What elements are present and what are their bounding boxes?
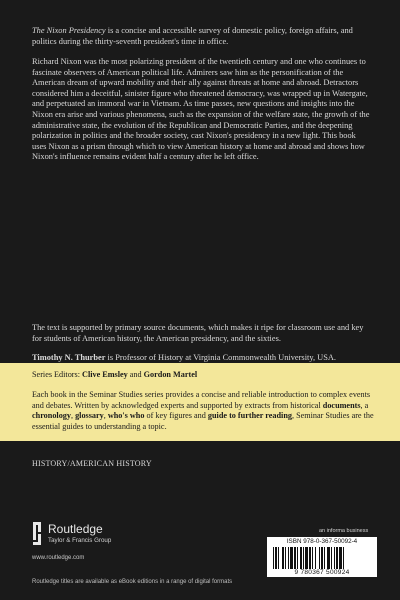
series-sep-2: , [70,411,76,421]
barcode-icon [273,547,371,569]
main-paragraph: Richard Nixon was the most polarizing president of the twentieth century and one who continues to fascinate observers of American political life. Admirers saw him as the personification of the American dream of upward mobility and their ally against threats at home and abroad. Detractors considered him a deceitful, sinister figure who threatened democracy, was wrapped up in Watergate, and perpetuated an immoral war in Vietnam. As time passes, new questions and insights into the Nixon era arise and various phenomena, such as the expansion of the welfare state, the growth of the administrative state, the evolution of the Republican and Democratic Parties, and the deepening polarization in politics and the broader society, cast Nixon's presidency in a new light. This book uses Nixon as a prism through which to view American history at home and abroad and shows how Nixon's influence remains evident half a century after he left office. [32,57,370,162]
series-desc-1: Each book in the Seminar Studies series provides a concise and reliable introduction to complex events and debates. Written by acknowledged experts and supported by extracts from historical [32,390,371,410]
editor-2: Gordon Martel [143,370,198,379]
isbn-number: ISBN 978-0-367-50092-4 [286,538,358,545]
isbn-barcode [267,537,377,577]
series-editors [32,370,197,380]
series-description [32,390,377,432]
author-bio-text: is Professor of History at Virginia Commonwealth University, USA. [105,353,337,362]
publisher-name: Routledge [48,522,103,536]
intro-paragraph [32,26,372,47]
series-bold-guide: guide to further reading [207,411,292,421]
barcode-digits: 9 780367 500924 [294,569,350,576]
subject-category: HISTORY/AMERICAN HISTORY [32,459,152,468]
series-bold-glossary: glossary [75,411,104,421]
author-name: Timothy N. Thurber [32,353,106,362]
author-bio [32,353,372,364]
series-sep-3: , [103,411,108,421]
series-bold-whos-who: who's who [107,411,145,421]
editors-and: and [127,370,144,379]
publisher-subtitle: Taylor & Francis Group [48,537,112,544]
editor-1: Clive Emsley [82,370,128,379]
routledge-mark-icon [32,522,42,548]
series-bold-documents: documents [322,400,361,410]
series-bold-chronology: chronology [32,411,71,421]
series-sep-1: , a [360,400,369,410]
book-title: The Nixon Presidency [32,26,106,35]
series-desc-2: of key figures and [144,411,208,421]
series-band [0,363,400,441]
series-desc-3: , Seminar Studies are the essential guides to understanding a topic. [32,411,374,431]
intro-text: is a concise and accessible survey of domestic policy, foreign affairs, and politics during the thirty-seventh president's time in office. [32,26,353,46]
support-paragraph: The text is supported by primary source documents, which makes it ripe for classroom use and key for students of American history, the American presidency, and the sixties. [32,323,364,343]
ebook-note: Routledge titles are available as eBook editions in a range of digital formats [32,579,233,585]
editors-label: Series Editors: [32,370,83,379]
informa-business-label: an informa business [319,528,369,534]
publisher-website: www.routledge.com [32,555,85,561]
